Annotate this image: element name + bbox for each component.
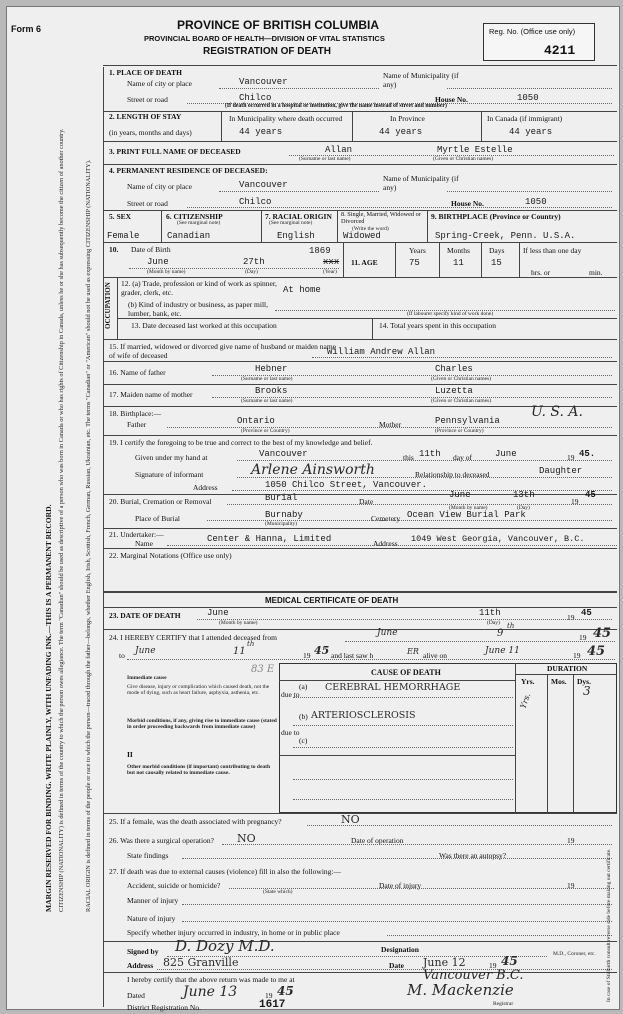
father-birthplace: Ontario <box>237 416 275 426</box>
relationship-label: Relationship to deceased <box>415 470 490 479</box>
mother-birthplace-handwritten: U. S. A. <box>531 404 583 420</box>
alive-on-date: June 11 <box>485 646 520 656</box>
marginal-notations-label: 22. Marginal Notations (Office use only) <box>109 551 232 560</box>
form-number: Form 6 <box>11 24 42 34</box>
residence-label: 4. PERMANENT RESIDENCE OF DECEASED: <box>109 166 268 175</box>
occupation-side-label: OCCUPATION <box>104 282 112 329</box>
dob-label: Date of Birth <box>131 245 171 254</box>
total-years-label: 14. Total years spent in this occupation <box>379 321 497 330</box>
undertaker-name-label: Name <box>135 539 153 548</box>
hrs-label: hrs. or <box>531 268 551 277</box>
mother-surname: Brooks <box>255 386 288 396</box>
informant-signature: Arlene Ainsworth <box>251 462 375 478</box>
last-saw-her: ER <box>407 647 419 656</box>
municipality-label: Name of Municipality (if any) <box>383 71 459 89</box>
physician-address-label: Address <box>127 961 154 970</box>
cause-stamp: 83 E <box>251 664 275 675</box>
age-days: 15 <box>491 258 502 268</box>
dob-month: June <box>147 257 169 267</box>
immediate-cause-label: Immediate cause <box>127 675 167 681</box>
death-month: June <box>207 608 229 618</box>
death-year: 45 <box>581 608 592 618</box>
birthplace-value: Spring-Creek, Penn. U.S.A. <box>435 231 576 241</box>
undertaker-label: 21. Undertaker:— <box>109 530 164 539</box>
spouse-name: William Andrew Allan <box>327 347 436 357</box>
sex-label: 5. SEX <box>109 212 132 221</box>
attended-to-year-prefix: 19 <box>303 651 311 660</box>
birthplace-parents-label: 18. Birthplace:— <box>109 409 162 418</box>
attended-from-month: June <box>377 628 398 638</box>
pregnancy-label: 25. If a female, was the death associated with pregnancy? <box>109 817 282 826</box>
place-of-death-label: 1. PLACE OF DEATH <box>109 68 182 77</box>
father-given: Charles <box>435 364 473 374</box>
given-year-prefix: 19 <box>567 453 575 462</box>
dob-day: 27th <box>243 257 265 267</box>
burial-day-caption: (Day) <box>517 505 530 511</box>
manner-label: Manner of injury <box>127 896 179 905</box>
binding-margin <box>7 7 103 1011</box>
form-title: REGISTRATION OF DEATH <box>203 46 331 57</box>
death-day: 11th <box>479 608 501 618</box>
attended-from-day: 9 <box>497 628 504 639</box>
residence-muni-label: Name of Municipality (if any) <box>383 174 459 192</box>
father-given-caption: (Given or Christian names) <box>431 376 492 382</box>
undertaker-name: Center & Hanna, Limited <box>207 534 332 544</box>
alive-year: 45 <box>587 644 606 659</box>
length-of-stay-label: 2. LENGTH OF STAY <box>109 112 182 121</box>
section-two-label: II <box>127 750 133 759</box>
undertaker-address-label: Address <box>373 539 398 548</box>
marital-label: 8. Single, Married, Widowed or Divorced <box>341 211 421 225</box>
cause-a-days: 3 <box>583 684 591 698</box>
father-birthplace-caption: (Province or Country) <box>241 428 290 434</box>
age-label: 11. AGE <box>351 258 378 267</box>
death-year-prefix: 19 <box>567 613 575 622</box>
morbid-conditions-label: Morbid conditions, if any, giving rise to immediate cause (stated in order proceeding backwards from immediate cause) <box>127 718 277 731</box>
given-at-place: Vancouver <box>259 449 308 459</box>
stillbirth-note: In case of Stillbirth consult reverse side before making out certificate. <box>606 848 612 1002</box>
attended-to-year: 45 <box>314 644 330 657</box>
accident-caption: (State which) <box>263 889 293 895</box>
less-than-day-label: If less than one day <box>523 246 582 255</box>
min-label: min. <box>589 268 603 277</box>
signed-by-label: Signed by <box>127 947 159 956</box>
autopsy-label: Was there an autopsy? <box>439 851 507 860</box>
physician-address: 825 Granville <box>163 956 239 969</box>
occupation-a-value: At home <box>283 285 321 295</box>
burial-month: June <box>449 490 471 500</box>
cause-a-due-to: due to <box>281 690 300 699</box>
relationship-value: Daughter <box>539 466 583 476</box>
signature-date-label: Date <box>389 961 404 970</box>
signature-year-prefix: 19 <box>489 961 497 970</box>
informant-certify-label: 19. I certify the foregoing to be true and correct to the best of my knowledge and belief. <box>109 438 373 447</box>
attended-to-month: June <box>135 646 156 656</box>
attended-from-year-prefix: 19 <box>579 633 587 642</box>
margin-reserved-note: MARGIN RESERVED FOR BINDING. WRITE PLAINLY, WITH UNFADING INK.—THIS IS A PERMANENT RECORD. <box>44 504 53 912</box>
residence-house-label: House No. <box>451 199 484 208</box>
citizenship-value: Canadian <box>167 231 211 241</box>
father-label: 16. Name of father <box>109 368 166 377</box>
duration-mos: Mos. <box>551 677 567 686</box>
day-of-label: day of <box>453 453 472 462</box>
findings-label: State findings <box>127 851 169 860</box>
street-label: Street or road <box>127 95 168 104</box>
dob-number: 10. <box>109 245 119 254</box>
burial-year: 45 <box>585 490 596 500</box>
registrar-certify-label: I hereby certify that the above return was made to me at <box>127 975 295 984</box>
racial-origin-label: 7. RACIAL ORIGIN <box>265 212 332 221</box>
immediate-cause-desc: Give disease, injury or complication which caused death, not the mode of dying, such as heart failure, asphyxia, asthenia, etc. <box>127 684 270 697</box>
attended-from-day-suffix: th <box>507 622 515 630</box>
birthplace-label: 9. BIRTHPLACE (Province or Country) <box>431 212 561 221</box>
dob-year: 1869 <box>309 246 331 256</box>
duration-yrs-note: Yrs. <box>518 691 533 710</box>
deceased-name-label: 3. PRINT FULL NAME OF DECEASED <box>109 147 241 156</box>
informant-address: 1050 Chilco Street, Vancouver. <box>265 480 428 490</box>
designation-caption: M.D., Coroner, etc. <box>553 951 596 957</box>
reg-number-box <box>483 23 595 61</box>
citizenship-note: CITIZENSHIP (NATIONALITY) is defined in terms of the country to which the person owes allegiance. The term "Canadian" should be used as descriptive of a person who was born in Canada or who has rights of Citizenship in Canada, unless he or she has subsequently become the citizen of another country. <box>58 128 65 912</box>
given-at-label: Given under my hand at <box>135 453 208 462</box>
house-label: House No. <box>435 95 468 104</box>
marital-sub: (Write the word) <box>352 226 389 232</box>
father-birthplace-label: Father <box>127 420 147 429</box>
registrar-year-prefix: 19 <box>265 991 273 1000</box>
racial-origin-note: RACIAL ORIGIN is defined in terms of the people or race to which the person—traced through the father—belongs, whether English, Irish, Scottish, French, German, Russian, Ukrainian, etc. The terms "Canadian" or "American" should not be used as expressing CITIZENSHIP (NATIONALITY). <box>85 159 92 912</box>
residence-city: Vancouver <box>239 180 288 190</box>
burial-date-label: Date <box>359 497 374 506</box>
injury-year-prefix: 19 <box>567 881 575 890</box>
this-label: this <box>403 453 414 462</box>
age-years: 75 <box>409 258 420 268</box>
cause-b-label: (b) <box>299 712 308 721</box>
city-label: Name of city or place <box>127 79 192 88</box>
occupation-b-note: (If labourer specify kind of work done) <box>407 311 494 317</box>
burial-place-label: Place of Burial <box>135 514 180 523</box>
dob-strikeout: xxx <box>323 257 340 267</box>
racial-origin-value: English <box>277 231 315 241</box>
age-years-label: Years <box>409 246 426 255</box>
length-of-stay-sub: (in years, months and days) <box>109 128 192 137</box>
dob-year-caption: (Year) <box>323 269 337 275</box>
duration-yrs: Yrs. <box>521 677 535 686</box>
district-reg-number: 1617 <box>259 999 286 1011</box>
cause-b-value: ARTERIOSCLEROSIS <box>311 710 416 721</box>
occupation-a-label: 12. (a) Trade, profession or kind of work as spinner, grader, clerk, etc. <box>121 279 277 297</box>
attended-label: 24. I HEREBY CERTIFY that I attended deceased from <box>109 633 277 642</box>
duration-title: DURATION <box>547 664 588 673</box>
mother-label: 17. Maiden name of mother <box>109 390 193 399</box>
death-city: Vancouver <box>239 77 288 87</box>
registrar-date: June 13 <box>183 984 238 1000</box>
age-months: 11 <box>453 258 464 268</box>
registrar-dated-label: Dated <box>127 991 145 1000</box>
age-months-label: Months <box>447 246 470 255</box>
father-surname: Hebner <box>255 364 288 374</box>
registrar-title: Registrar <box>493 1001 514 1007</box>
margin-rule <box>103 67 104 1007</box>
sex-value: Female <box>107 231 140 241</box>
operation-date-label: Date of operation <box>351 836 404 845</box>
external-cause-label: 27. If death was due to external causes (violence) fill in also the following:— <box>109 867 342 876</box>
alive-on-label: alive on <box>423 651 447 660</box>
attended-from-year: 45 <box>593 626 612 641</box>
accident-label: Accident, suicide or homicide? <box>127 881 221 890</box>
specify-label: Specify whether injury occurred in industry, in home or in public place <box>127 928 340 937</box>
reg-number: 4211 <box>544 43 576 58</box>
informant-signature-label: Signature of informant <box>135 470 204 479</box>
cause-b-due-to: due to <box>281 728 300 737</box>
undertaker-address: 1049 West Georgia, Vancouver, B.C. <box>411 534 585 544</box>
cause-a-value: CEREBRAL HEMORRHAGE <box>325 682 461 693</box>
residence-street: Chilco <box>239 197 272 207</box>
occupation-b-label: (b) Kind of industry or business, as paper mill, lumber, bank, etc. <box>128 300 268 318</box>
registrar-year: 45 <box>277 984 294 998</box>
burial-month-caption: (Month by name) <box>449 505 488 511</box>
attended-to-day: 11 <box>233 646 246 657</box>
cause-title: CAUSE OF DEATH <box>371 668 441 677</box>
death-day-caption: (Day) <box>487 620 500 626</box>
injury-date-label: Date of injury <box>379 881 422 890</box>
cemetery-label: Cemetery <box>371 514 401 523</box>
stay-muni-label: In Municipality where death occurred <box>229 114 343 123</box>
given-caption: (Given or Christian names) <box>433 156 494 162</box>
operation-year-prefix: 19 <box>567 836 575 845</box>
death-house: 1050 <box>517 93 539 103</box>
signature-year: 45 <box>501 954 518 968</box>
spouse-label: 15. If married, widowed or divorced give name of husband or maiden name of wife of deceased <box>109 342 337 360</box>
mother-surname-caption: (Surname or last name) <box>241 398 293 404</box>
stay-canada-label: In Canada (if immigrant) <box>487 114 563 123</box>
attended-to-label: to <box>119 651 125 660</box>
residence-house: 1050 <box>525 197 547 207</box>
death-street: Chilco <box>239 93 272 103</box>
operation-label: 26. Was there a surgical operation? <box>109 836 214 845</box>
pregnancy-value: NO <box>341 813 360 826</box>
cause-c-label: (c) <box>299 736 308 745</box>
physician-signature: D. Dozy M.D. <box>175 937 275 955</box>
mother-birthplace: Pennsylvania <box>435 416 500 426</box>
burial-day: 13th <box>513 490 535 500</box>
marital-value: Widowed <box>343 231 381 241</box>
stay-prov-label: In Province <box>390 114 425 123</box>
signature-date: June 12 <box>423 956 466 969</box>
death-registration-form <box>6 6 620 1010</box>
nature-label: Nature of injury <box>127 914 176 923</box>
cause-a-label: (a) <box>299 682 308 691</box>
mother-given-caption: (Given or Christian names) <box>431 398 492 404</box>
stay-muni: 44 years <box>239 127 283 137</box>
alive-year-prefix: 19 <box>573 651 581 660</box>
institution-note: (If death occurred in a hospital or institution, give the name instead of street and number) <box>225 103 447 109</box>
age-days-label: Days <box>489 246 505 255</box>
last-saw-label: and last saw h <box>331 651 374 660</box>
cemetery-value: Ocean View Burial Park <box>407 510 526 520</box>
designation-label: Designation <box>381 945 419 954</box>
burial-year-prefix: 19 <box>571 497 579 506</box>
board-heading: PROVINCIAL BOARD OF HEALTH—DIVISION OF VITAL STATISTICS <box>144 34 385 43</box>
mother-birthplace-label: Mother <box>379 420 402 429</box>
given-day: 11th <box>419 449 441 459</box>
last-worked-label: 13. Date deceased last worked at this occupation <box>131 321 277 330</box>
registrar-signature: M. Mackenzie <box>407 981 514 999</box>
province-heading: PROVINCE OF BRITISH COLUMBIA <box>177 18 380 32</box>
citizenship-sub: (See marginal note) <box>177 220 221 226</box>
father-surname-caption: (Surname or last name) <box>241 376 293 382</box>
deceased-surname: Allan <box>325 145 353 155</box>
attended-to-day-suffix: th <box>247 640 255 648</box>
other-morbid-label: Other morbid conditions (if important) contributing to death but not causally related to immediate cause. <box>127 764 271 777</box>
reg-number-label: Reg. No. (Office use only) <box>489 27 576 36</box>
mother-given: Luzetta <box>435 386 473 396</box>
medical-certificate-title: MEDICAL CERTIFICATE OF DEATH <box>265 596 399 605</box>
surname-caption: (Surname or last name) <box>299 156 351 162</box>
burial-place: Burnaby <box>265 510 303 520</box>
deceased-given-names: Myrtle Estelle <box>437 145 513 155</box>
burial-muni-caption: (Municipality) <box>265 521 298 527</box>
district-reg-label: District Registration No. <box>127 1003 201 1012</box>
informant-address-label: Address <box>193 483 218 492</box>
burial-value: Burial <box>265 493 298 503</box>
operation-value: NO <box>237 832 256 845</box>
burial-label: 20. Burial, Cremation or Removal <box>109 497 212 506</box>
date-of-death-label: 23. DATE OF DEATH <box>109 611 181 620</box>
given-year: 45. <box>579 449 596 459</box>
residence-city-label: Name of city or place <box>127 182 192 191</box>
dob-month-caption: (Month by name) <box>147 269 186 275</box>
duration-dys: Dys. <box>577 677 591 686</box>
given-month: June <box>495 449 517 459</box>
dob-day-caption: (Day) <box>245 269 258 275</box>
racial-origin-sub: (See marginal note) <box>269 220 313 226</box>
residence-street-label: Street or road <box>127 199 168 208</box>
stay-prov: 44 years <box>379 127 423 137</box>
registrar-place: Vancouver B.C. <box>423 968 524 983</box>
citizenship-label: 6. CITIZENSHIP <box>166 212 223 221</box>
stay-canada: 44 years <box>509 127 553 137</box>
mother-birthplace-caption: (Province or Country) <box>435 428 484 434</box>
death-month-caption: (Month by name) <box>219 620 258 626</box>
